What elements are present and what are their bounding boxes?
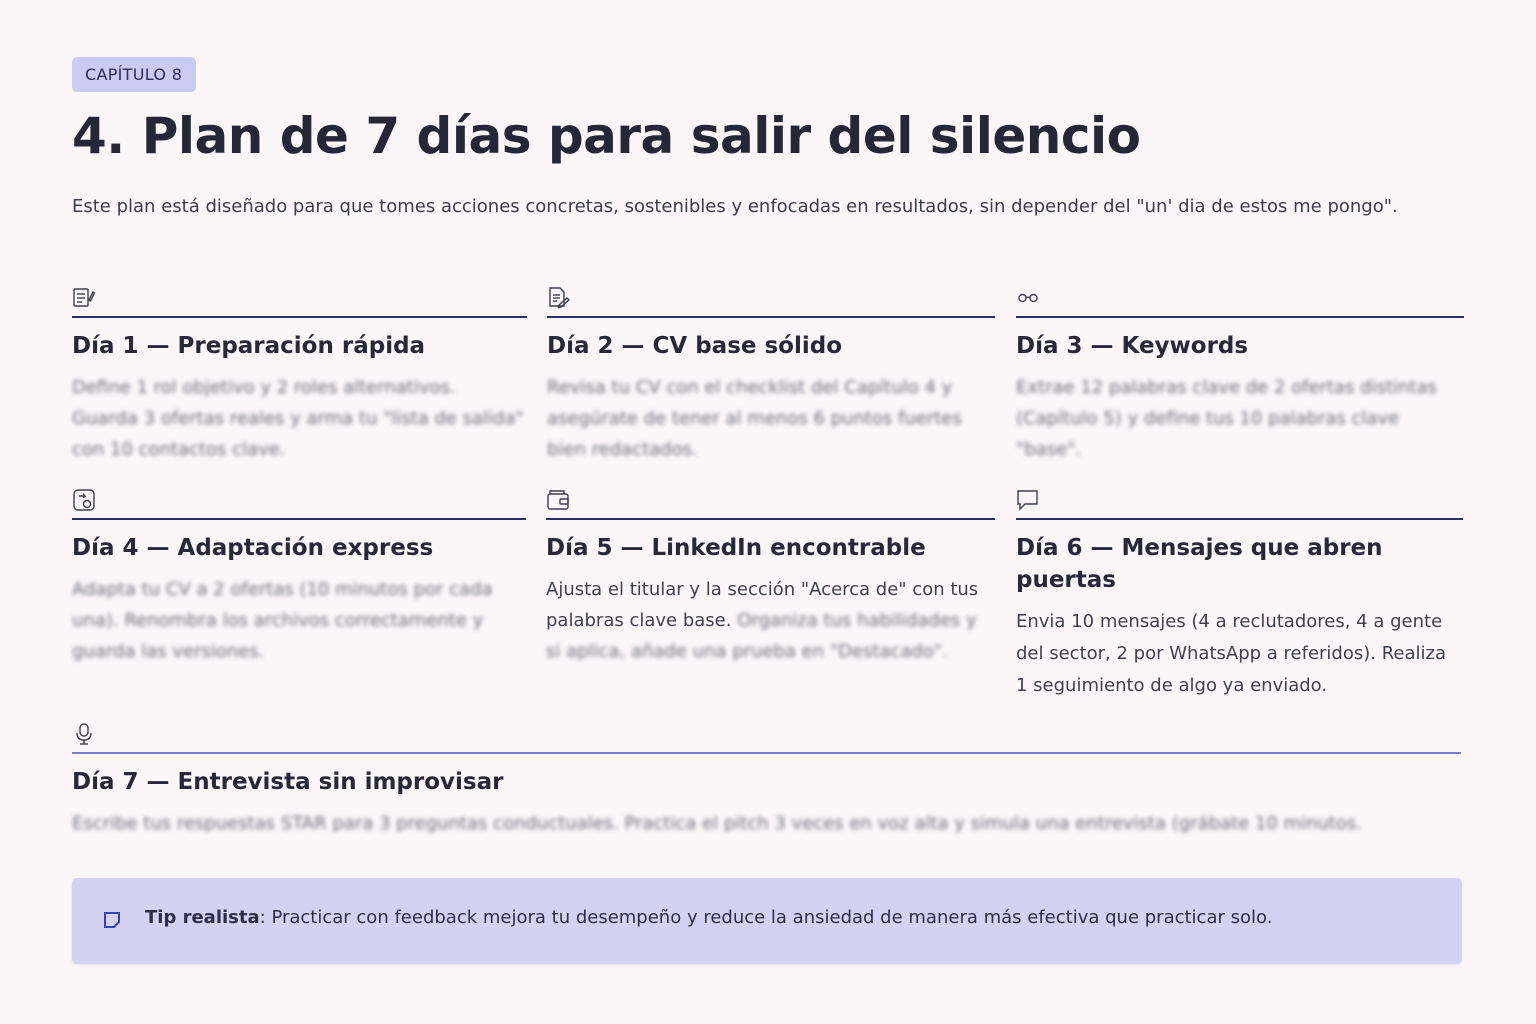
day-description: Extrae 12 palabras clave de 2 ofertas distintas (Capítulo 5) y define tus 10 palabras clave "base". <box>1016 377 1437 460</box>
day-card-2 <box>547 286 995 465</box>
tip-callout <box>72 878 1462 964</box>
wallet-icon <box>546 488 570 512</box>
day-description: Revisa tu CV con el checklist del Capítulo 4 y asegúrate de tener al menos 6 puntos fuertes bien redactados. <box>547 377 962 460</box>
document-edit-icon <box>547 286 571 310</box>
day-divider <box>1016 316 1464 318</box>
day-title: Día 4 — Adaptación express <box>72 535 434 561</box>
day-divider <box>547 316 995 318</box>
day-description: Define 1 rol objetivo y 2 roles alternativos. Guarda 3 ofertas reales y arma tu "lista de salida" con 10 contactos clave. <box>72 377 524 460</box>
day-divider <box>1016 518 1463 520</box>
day-divider <box>72 752 1461 754</box>
tip-separator: : <box>259 907 266 928</box>
day-description: Adapta tu CV a 2 ofertas (10 minutos por cada una). Renombra los archivos correctamente y guarda las versiones. <box>72 579 493 662</box>
day-divider <box>72 316 527 318</box>
tip-label: Tip realista <box>145 907 260 928</box>
day-description-visible: Ajusta el titular y la sección "Acerca de" con tus palabras clave base. <box>546 579 979 631</box>
tip-text <box>145 906 1272 930</box>
page-title: 4. Plan de 7 días para salir del silencio <box>72 107 1141 165</box>
day-description-blurred: Organiza tus habilidades y si aplica, añade una prueba en "Destacado". <box>546 610 977 662</box>
note-icon <box>102 910 122 930</box>
day-title: Día 1 — Preparación rápida <box>72 333 426 359</box>
intro-paragraph: Este plan está diseñado para que tomes acciones concretas, sostenibles y enfocadas en resultados, sin depender del "un' dia de estos me pongo". <box>72 196 1398 217</box>
day-card-6 <box>1016 488 1463 702</box>
day-title: Día 2 — CV base sólido <box>547 333 843 359</box>
checklist-icon <box>72 286 96 310</box>
day-description: Envia 10 mensajes (4 a reclutadores, 4 a gente del sector, 2 por WhatsApp a referidos). Realiza 1 seguimiento de algo ya enviado. <box>1016 611 1446 696</box>
day-card-4 <box>72 488 526 667</box>
glasses-icon <box>1016 286 1040 310</box>
day-card-5 <box>546 488 995 667</box>
day-card-7 <box>72 722 1461 839</box>
tip-body: Practicar con feedback mejora tu desempeño y reduce la ansiedad de manera más efectiva que practicar solo. <box>265 907 1273 928</box>
day-card-1 <box>72 286 527 465</box>
microphone-icon <box>72 722 96 746</box>
day-description: Escribe tus respuestas STAR para 3 preguntas conductuales. Practica el pitch 3 veces en voz alta y simula una entrevista (grábate 10 minutos. <box>72 813 1363 834</box>
day-divider <box>72 518 526 520</box>
chat-icon <box>1016 488 1040 512</box>
day-title: Día 3 — Keywords <box>1016 333 1249 359</box>
day-divider <box>546 518 995 520</box>
day-title: Día 7 — Entrevista sin improvisar <box>72 769 504 795</box>
day-title: Día 6 — Mensajes que abren puertas <box>1016 535 1383 593</box>
chapter-badge: CAPÍTULO 8 <box>72 57 196 92</box>
day-card-3 <box>1016 286 1464 465</box>
page-header <box>72 57 1464 223</box>
adapt-icon <box>72 488 96 512</box>
day-title: Día 5 — LinkedIn encontrable <box>546 535 926 561</box>
day-description <box>546 574 995 667</box>
